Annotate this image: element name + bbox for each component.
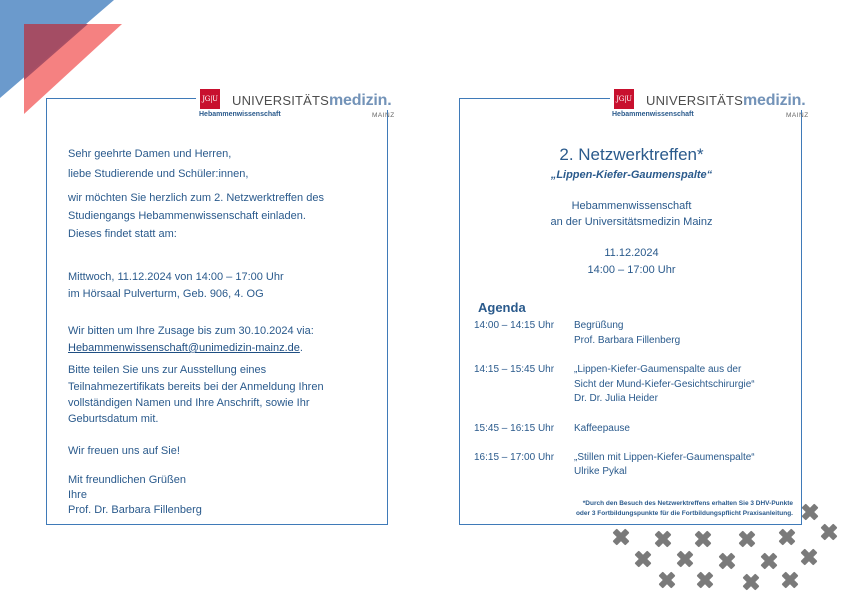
intro-line-3: Dieses findet statt am:	[68, 228, 177, 240]
letter-card	[46, 98, 388, 525]
cross-decoration-icon	[696, 571, 714, 589]
brand-wordmark	[646, 92, 805, 110]
cross-decoration-icon	[738, 530, 756, 548]
rsvp-line: Wir bitten um Ihre Zusage bis zum 30.10.2024 via:	[68, 325, 314, 337]
brand-suffix: medizin.	[329, 92, 392, 109]
info-line-1: Bitte teilen Sie uns zur Ausstellung eines	[68, 364, 267, 376]
agenda-time-1: 14:00 – 14:15 Uhr	[474, 320, 555, 331]
cross-decoration-icon	[694, 530, 712, 548]
brand-prefix: UNIVERSITÄTS	[646, 93, 744, 108]
department-label-left: Hebammenwissenschaft	[199, 111, 281, 118]
agenda-item-4-line-2: Ulrike Pykal	[574, 466, 627, 477]
cross-decoration-icon	[658, 571, 676, 589]
greeting-line: Mit freundlichen Grüßen	[68, 474, 186, 486]
cross-decoration-icon	[634, 550, 652, 568]
cross-decoration-icon	[781, 571, 799, 589]
cross-decoration-icon	[800, 548, 818, 566]
event-subtitle: „Lippen-Kiefer-Gaumenspalte“	[550, 169, 713, 181]
brand-suffix: medizin.	[743, 92, 806, 109]
footnote-line-1: *Durch den Besuch des Netzwerktreffens erhalten Sie 3 DHV-Punkte	[582, 500, 793, 507]
info-line-4: Geburtsdatum mit.	[68, 413, 159, 425]
jgu-logo-icon: JG|U	[200, 89, 220, 109]
agenda-time-2: 14:15 – 15:45 Uhr	[474, 364, 555, 375]
agenda-item-1-line-1: Begrüßung	[574, 320, 624, 331]
cross-decoration-icon	[676, 550, 694, 568]
info-line-3: vollständigen Namen und Ihre Anschrift, sowie Ihr	[68, 397, 310, 409]
event-date: 11.12.2024	[604, 247, 659, 259]
brand-prefix: UNIVERSITÄTS	[232, 93, 330, 108]
cross-decoration-icon	[612, 528, 630, 546]
salutation-students: liebe Studierende und Schüler:innen,	[68, 168, 249, 180]
intro-line-2: Studiengangs Hebammenwissenschaft einladen.	[68, 210, 306, 222]
your-line: Ihre	[68, 489, 87, 501]
agenda-time-4: 16:15 – 17:00 Uhr	[474, 452, 555, 463]
email-period: .	[299, 342, 303, 354]
signature-line: Prof. Dr. Barbara Fillenberg	[68, 504, 202, 516]
event-date-line: Mittwoch, 11.12.2024 von 14:00 – 17:00 Uhr	[68, 271, 284, 283]
agenda-item-1-line-2: Prof. Barbara Fillenberg	[574, 335, 681, 346]
cross-decoration-icon	[820, 523, 838, 541]
cross-decoration-icon	[742, 573, 760, 591]
info-line-2: Teilnahmezertifikats bereits bei der Anmeldung Ihren	[68, 381, 324, 393]
cross-decoration-icon	[654, 530, 672, 548]
organizer-line-2: an der Universitätsmedizin Mainz	[550, 216, 713, 228]
agenda-item-4-line-1: „Stillen mit Lippen-Kiefer-Gaumenspalte“	[574, 452, 755, 463]
city-label-right: MAINZ	[786, 112, 809, 119]
event-card	[459, 98, 802, 525]
university-logo-right	[610, 89, 809, 110]
agenda-heading: Agenda	[478, 300, 526, 315]
organizer-line-1: Hebammenwissenschaft	[571, 200, 692, 212]
brand-wordmark	[232, 92, 391, 110]
footnote-line-2: oder 3 Fortbildungspunkte für die Fortbildungspflicht Praxisanleitung.	[575, 510, 793, 517]
cross-decoration-icon	[801, 503, 819, 521]
agenda-time-3: 15:45 – 16:15 Uhr	[474, 423, 555, 434]
rsvp-email-row	[68, 341, 303, 357]
cross-decoration-icon	[718, 552, 736, 570]
jgu-logo-icon: JG|U	[614, 89, 634, 109]
email-link[interactable]: Hebammenwissenschaft@unimedizin-mainz.de	[68, 342, 300, 354]
closing-line: Wir freuen uns auf Sie!	[68, 445, 180, 457]
cross-decoration-icon	[778, 528, 796, 546]
department-label-right: Hebammenwissenschaft	[612, 111, 694, 118]
agenda-item-2-line-2: Sicht der Mund-Kiefer-Gesichtschirurgie“	[574, 379, 755, 390]
university-logo-left	[196, 89, 395, 110]
intro-line-1: wir möchten Sie herzlich zum 2. Netzwerktreffen des	[68, 192, 324, 204]
agenda-item-2-line-1: „Lippen-Kiefer-Gaumenspalte aus der	[574, 364, 742, 375]
event-place-line: im Hörsaal Pulverturm, Geb. 906, 4. OG	[68, 288, 264, 300]
agenda-item-3-line-1: Kaffeepause	[574, 423, 630, 434]
city-label-left: MAINZ	[372, 112, 395, 119]
agenda-item-2-line-3: Dr. Dr. Julia Heider	[574, 393, 658, 404]
salutation-formal: Sehr geehrte Damen und Herren,	[68, 148, 232, 160]
event-time: 14:00 – 17:00 Uhr	[587, 264, 676, 276]
event-title: 2. Netzwerktreffen*	[559, 145, 704, 164]
cross-decoration-icon	[760, 552, 778, 570]
